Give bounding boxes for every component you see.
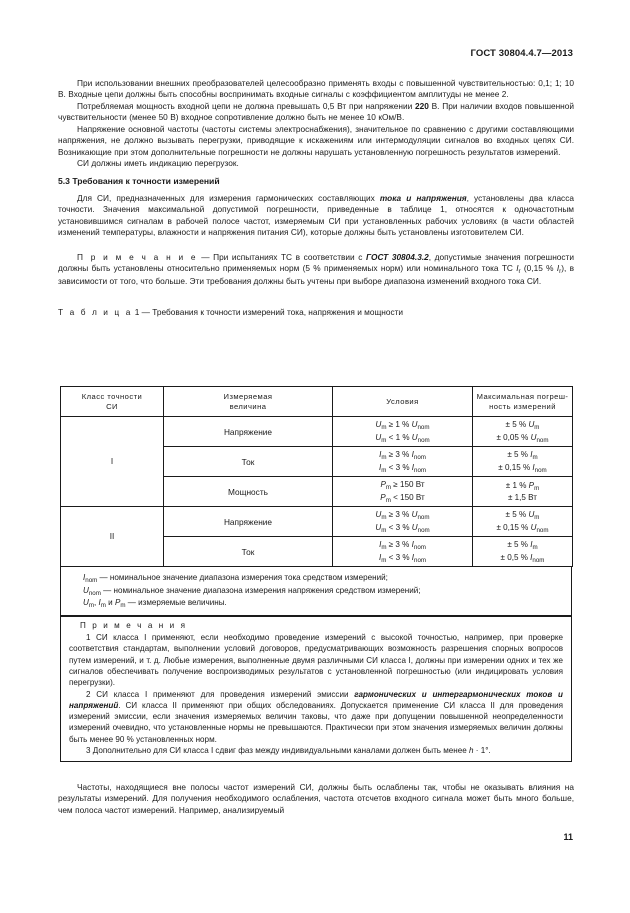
note3-variable-h: h [469,746,474,756]
table-header-accuracy-class [61,387,164,417]
note2-text-b: . СИ класса II применяют при общих обследованиях. Допускается применение СИ класса II для проведения измерений эмиссии, если значения измеряемых величин таковы, что даже при допущении повышенной неопределенности измерений очевидно, что установленные нормы не превышаются. Практически при этом значения измеряемых величин должны быть менее 90 % установленных норм. [69,700,563,744]
table-notes [60,616,572,763]
condition-line-1: $I_m \ge 3$ % $I_{nom}$ [379,450,426,462]
header-line: ность измерений [489,401,556,411]
cell-error [473,507,573,537]
table-header-row [61,387,573,417]
note-text-b: , допустимые значения погрешности должны быть установлены относительно применяемых норм (5 % применяемых норм) или номинального тока ТС [58,251,574,274]
definition-unom: $U_{nom}$ — номинальное значение диапазона измерения напряжения средством измерений; [83,585,421,597]
header-line: Максимальная погреш- [476,391,569,401]
table-body [61,417,573,567]
accuracy-requirements-table [60,386,573,567]
condition-line-2: $U_m < 1$ % $U_{nom}$ [375,432,430,444]
cell-quantity: Напряжение [164,417,333,447]
para5-text-b: , установлены два класса точности. Значения максимальной допустимой погрешности, приведенные в таблице 1, относятся к одночастотным установившимся сигналам в рабочей полосе частот, измеряемым СИ при установленных рабочих условиях (в части областей изменений температуры, влажности и напряжения питания СИ), которые должны быть установлены изготовителем СИ. [58,192,574,237]
header-line: величина [229,401,267,411]
cell-condition [333,447,473,477]
paragraph-fundamental-voltage: Напряжение основной частоты (частоты системы электроснабжения), значительное по сравнению с другими составляющими напряжения, не должно вызывать перегрузки, приводящие к искажениям или интермодуляции сигналов во входных цепях СИ. Возникающие при этом дополнительные погрешности не должны нарушать установленную погрешность результатов измерений. [58,123,574,157]
cell-quantity: Ток [164,537,333,567]
accuracy-requirements-table-wrapper [60,386,572,762]
error-line-1: ± 5 % $U_m$ [505,510,540,522]
table-row [61,507,573,537]
note2-emphasis: гармонических и интергармонических токов и напряжений [69,689,563,710]
error-line-2: ± 0,05 % $U_{nom}$ [496,432,549,444]
cell-condition [333,477,473,507]
document-tail [58,782,574,816]
note-reference-standard: ГОСТ 30804.3.2 [366,251,429,262]
table-header-max-error [473,387,573,417]
cell-condition [333,507,473,537]
para2-voltage-value: 220 [415,100,429,111]
note3-text-a: 3 Дополнительно для СИ класса I сдвиг фаз между индивидуальными каналами должен быть менее [86,746,470,756]
para2-text-b: В. При наличии входов повышенной чувствительности (менее 50 В) входное сопротивление должно быть не менее 10 кОм/В. [58,100,575,123]
condition-line-1: $I_m \ge 3$ % $I_{nom}$ [379,540,426,552]
table-symbol-definitions [60,567,572,616]
note-var2-sub: r [559,268,562,276]
table-caption-label: Т а б л и ц а [58,307,133,318]
note-label: П р и м е ч а н и е [77,251,198,262]
table-caption-dash: — [139,307,153,318]
header-line: Класс точности [81,391,143,401]
document-body [58,78,574,318]
note-dash: — [197,251,214,262]
table-note-1: 1 СИ класса I применяют, если необходимо проведение измерений с высокой точностью, например, при проверке соответствия стандартам, выполнении условий договоров, предусматривающих возможность разрешения спорных вопросов путем измерений, и т. д. Любые измерения, выполненные двумя различными СИ класса I, должны при измерении одних и тех же сигналов обеспечивать получение воспроизводимых результатов с установленной погрешностью (или индицировать условия перегрузки). [69,633,563,688]
para5-text-a: Для СИ, предназначенных для измерения гармонических составляющих [77,192,380,203]
definition-measured: $U_m$, $I_m$ и $P_m$ — измеряемые величины. [83,598,227,610]
error-line-1: ± 5 % $I_m$ [507,450,538,462]
spacer [58,295,574,306]
table-row [61,417,573,447]
error-line-2: ± 0,15 % $I_{nom}$ [498,462,547,474]
note3-text-b: · 1°. [473,746,491,756]
error-line-2: ± 0,15 % $U_{nom}$ [496,522,549,534]
error-line-1: ± 5 % $I_m$ [507,540,538,552]
error-line-1: ± 1 % $P_m$ [505,480,540,492]
condition-line-2: $I_m < 3$ % $I_{nom}$ [378,552,427,564]
page-number: 11 [563,832,573,842]
cell-condition [333,537,473,567]
note2-text-a: 2 СИ класса I применяют для проведения измерений эмиссии [86,689,355,699]
paragraph-power-consumption [58,101,574,124]
cell-error [473,477,573,507]
definition-inom: $I_{nom}$ — номинальное значение диапазона измерения тока средством измерений; [83,573,388,584]
cell-quantity: Напряжение [164,507,333,537]
table-header-conditions [333,387,473,417]
note-text-d: ), в зависимости от того, что больше. Эти требования должны быть учтены при выборе диапазона изменений входного тока СИ. [58,263,574,286]
note-var1-sub: r [518,268,521,276]
paragraph-out-of-band-frequencies: Частоты, находящиеся вне полосы частот измерений СИ, должны быть ослаблены так, чтобы не оказывать влияния на результаты измерений. Для получения необходимого ослабления, частота отсчетов входного сигнала может быть много больше, чем полоса частот измерений. Например, анализируемый [58,782,574,815]
cell-error [473,417,573,447]
table-head [61,387,573,417]
cell-error [473,447,573,477]
cell-quantity: Мощность [164,477,333,507]
note-text-c: (0,15 % [520,263,557,274]
para5-emphasis-current-voltage: тока и напряжения [379,192,467,203]
spacer [58,238,574,243]
error-line-1: ± 5 % $U_m$ [505,420,540,432]
para2-text-a: Потребляемая мощность входной цепи не должна превышать 0,5 Вт при напряжении [77,100,416,111]
standard-header: ГОСТ 30804.4.7—2013 [470,48,573,59]
error-line-2: ± 1,5 Вт [507,493,538,502]
table-caption [58,306,574,318]
cell-quantity: Ток [164,447,333,477]
condition-line-2: $I_m < 3$ % $I_{nom}$ [378,462,427,474]
table-caption-text: Требования к точности измерений тока, напряжения и мощности [152,307,404,318]
header-line: Условия [386,396,419,406]
condition-line-1: $P_m \ge 150$ Вт [380,480,425,492]
header-line: СИ [106,401,118,411]
section-heading-5-3: 5.3 Требования к точности измерений [58,175,220,186]
condition-line-1: $U_m \ge 1$ % $U_{nom}$ [375,420,430,432]
paragraph-accuracy-classes [58,193,574,239]
table-note-3 [69,745,563,756]
note-paragraph-gost-30804-3-2 [58,252,574,287]
condition-line-1: $U_m \ge 3$ % $U_{nom}$ [375,510,430,522]
table-note-2 [69,689,563,745]
note-var2-base: I [556,263,560,274]
table-header-measured-quantity [164,387,333,417]
note-text-a: При испытаниях ТС в соответствии с [213,251,367,262]
table-caption-number: 1 [134,307,140,318]
note-var1-base: I [516,263,519,274]
header-line: Измеряемая [223,391,273,401]
cell-condition [333,417,473,447]
condition-line-2: $U_m < 3$ % $U_{nom}$ [375,522,430,534]
cell-class-1: I [61,417,164,507]
paragraph-external-transducers: При использовании внешних преобразователей целесообразно применять входы с повышенной чувствительностью: 0,1; 1; 10 В. Входные цепи должны быть способны воспринимать входные сигналы с коэффициентом амплитуды не менее 2. [58,78,574,100]
paragraph-overload-indication: СИ должны иметь индикацию перегрузок. [77,158,239,169]
cell-class-2: II [61,507,164,567]
error-line-2: ± 0,5 % $I_{nom}$ [500,552,545,564]
condition-line-2: $P_m < 150$ Вт [380,492,425,504]
cell-error [473,537,573,567]
table-notes-heading: П р и м е ч а н и я [80,620,188,630]
